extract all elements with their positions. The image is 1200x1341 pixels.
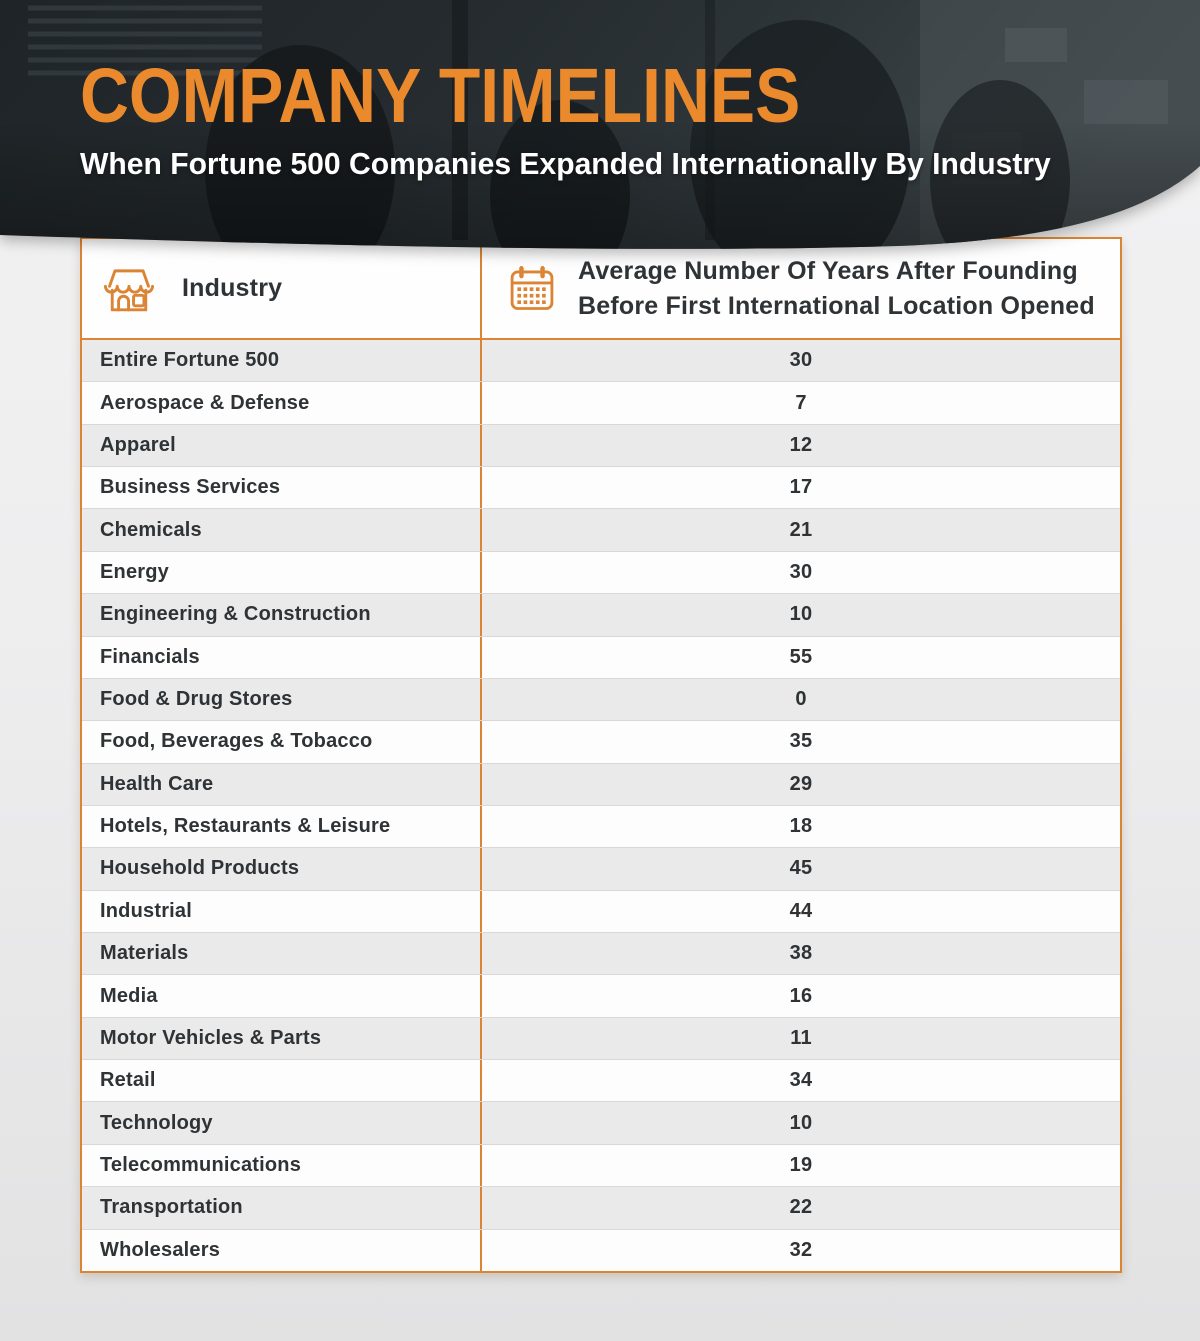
table-row: [82, 1017, 1120, 1059]
industry-cell: Apparel: [82, 425, 482, 466]
years-column-label-line2: Before First International Location Opened: [578, 291, 1095, 320]
years-value-cell: 18: [789, 815, 813, 838]
years-column-label: [578, 254, 1095, 324]
table-row: [82, 1101, 1120, 1143]
years-value-cell: 34: [789, 1069, 813, 1092]
page-subtitle: When Fortune 500 Companies Expanded Internationally By Industry: [80, 146, 1051, 181]
table-row: [82, 636, 1120, 678]
years-value-cell: 30: [789, 560, 813, 583]
years-value-cell: 22: [789, 1196, 813, 1219]
industry-cell: Health Care: [82, 764, 482, 805]
table-row: [82, 847, 1120, 889]
years-value-cell: 38: [789, 942, 813, 965]
table-row: [82, 1229, 1120, 1271]
table-row: [82, 466, 1120, 508]
industry-cell: Retail: [82, 1060, 482, 1101]
table-row: [82, 932, 1120, 974]
years-value-cell: 12: [789, 433, 813, 456]
table-body: [82, 340, 1120, 1271]
table-row: [82, 508, 1120, 550]
table-row: [82, 340, 1120, 381]
industry-cell: Aerospace & Defense: [82, 382, 482, 423]
years-value-cell: 16: [789, 984, 813, 1007]
table-row: [82, 424, 1120, 466]
industry-cell: Transportation: [82, 1187, 482, 1228]
years-value-cell: 29: [789, 772, 813, 795]
table-row: [82, 720, 1120, 762]
years-value-cell: 44: [789, 899, 813, 922]
table-row: [82, 974, 1120, 1016]
industry-cell: Chemicals: [82, 509, 482, 550]
industry-cell: Business Services: [82, 467, 482, 508]
years-value-cell: 19: [789, 1154, 813, 1176]
industry-cell: Engineering & Construction: [82, 594, 482, 635]
table-row: [82, 678, 1120, 720]
table-row: [82, 890, 1120, 932]
industry-cell: Telecommunications: [82, 1145, 482, 1186]
years-column-label-line1: Average Number Of Years After Founding: [578, 256, 1078, 285]
industry-cell: Wholesalers: [82, 1230, 482, 1271]
table-row: [82, 763, 1120, 805]
page-title: COMPANY TIMELINES: [80, 53, 801, 139]
years-value-cell: 30: [789, 349, 813, 372]
hero-header: [0, 0, 1200, 262]
hero-copy: [80, 53, 1081, 181]
table-row: [82, 805, 1120, 847]
table-row: [82, 551, 1120, 593]
company-timelines-table: [80, 237, 1122, 1273]
calendar-icon: [506, 263, 558, 315]
industry-cell: Hotels, Restaurants & Leisure: [82, 806, 482, 847]
table-row: [82, 381, 1120, 423]
industry-cell: Entire Fortune 500: [82, 340, 482, 381]
industry-cell: Household Products: [82, 848, 482, 889]
industry-cell: Energy: [82, 552, 482, 593]
years-value-cell: 7: [795, 391, 807, 414]
years-value-cell: 0: [795, 688, 807, 711]
years-value-cell: 55: [789, 645, 813, 668]
table-row: [82, 593, 1120, 635]
years-value-cell: 10: [789, 1111, 813, 1134]
industry-cell: Motor Vehicles & Parts: [82, 1018, 482, 1059]
table-row: [82, 1186, 1120, 1228]
industry-cell: Materials: [82, 933, 482, 974]
years-value-cell: 10: [789, 603, 813, 626]
industry-cell: Industrial: [82, 891, 482, 932]
years-value-cell: 35: [789, 730, 813, 753]
years-value-cell: 32: [789, 1238, 813, 1261]
years-value-cell: 17: [789, 476, 813, 499]
industry-cell: Food & Drug Stores: [82, 679, 482, 720]
years-value-cell: 45: [789, 857, 813, 880]
storefront-icon: [100, 260, 158, 318]
industry-cell: Financials: [82, 637, 482, 678]
years-value-cell: 11: [790, 1026, 812, 1049]
industry-cell: Media: [82, 975, 482, 1016]
table-row: [82, 1144, 1120, 1186]
industry-cell: Technology: [82, 1102, 482, 1143]
table-row: [82, 1059, 1120, 1101]
industry-column-label: Industry: [182, 274, 283, 302]
industry-cell: Food, Beverages & Tobacco: [82, 721, 482, 762]
years-value-cell: 21: [789, 518, 813, 541]
